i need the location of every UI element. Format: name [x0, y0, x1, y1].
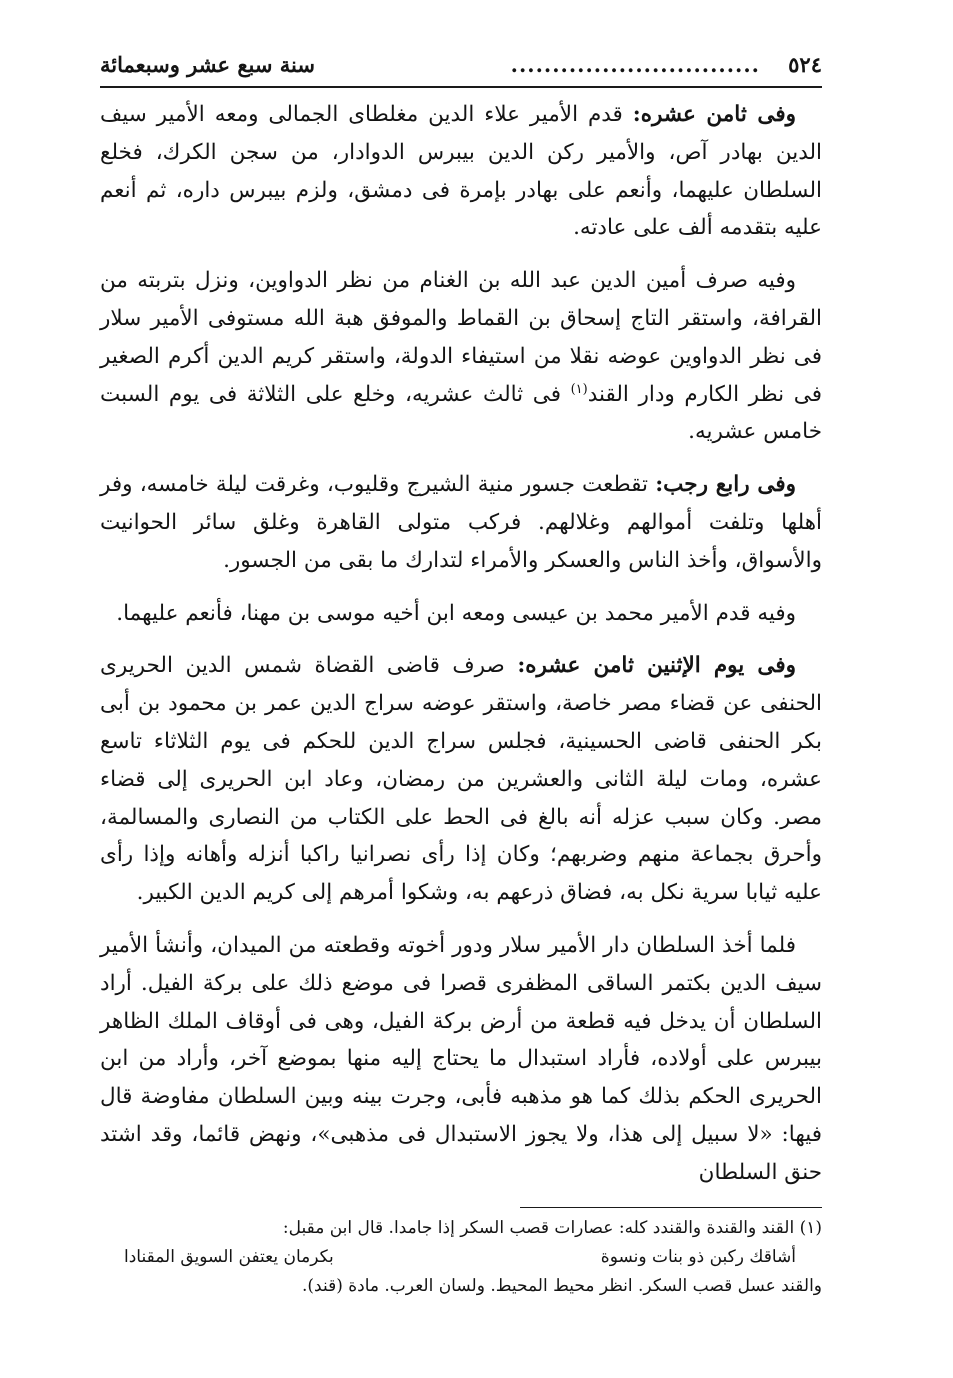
running-title: سنة سبع عشر وسبعمائة	[100, 52, 315, 77]
paragraph-text: تقطعت جسور منية الشيرج وقليوب، وغرقت ليلة خامسه، وفر أهلها وتلفت أموالهم وغلالهم. فركب متولى القاهرة وغلق سائر الحوانيت والأسواق، وأخذ الناس والعسكر والأمراء لتدارك ما بقى من الجسور.	[100, 472, 822, 573]
paragraph-lead: وفى ثامن عشره:	[632, 102, 796, 127]
paragraph	[100, 927, 822, 1192]
book-page	[100, 48, 822, 1368]
page-header	[100, 48, 822, 88]
paragraph-lead: وفى رابع رجب:	[655, 472, 796, 498]
paragraph-text: قدم الأمير علاء الدين مغلطاى الجمالى ومعه الأمير سيف الدين بهادر آص، والأمير ركن الدين بيبرس الدوادار، من سجن الكرك، فخلع السلطان عليهما، وأنعم على بهادر بإمرة فى دمشق، ولزم بيبرس داره، ثم أنعم عليه بتقدمه ألف على عادته.	[100, 102, 822, 241]
paragraph-text-continued: فى ثالث عشريه، وخلع على الثلاثة فى يوم السبت خامس عشريه.	[100, 381, 822, 445]
verse-second-hemistich: بكرمان يعتفن السويق المقنادا	[124, 1246, 334, 1267]
paragraph-lead: وفى يوم الإثنين ثامن عشره:	[517, 653, 796, 679]
paragraph	[100, 647, 822, 912]
paragraph-text: وفيه قدم الأمير محمد بن عيسى ومعه ابن أخيه موسى بن مهنا، فأنعم عليهما.	[116, 600, 796, 626]
footnote-marker[interactable]: (١)	[570, 381, 588, 397]
paragraph	[100, 595, 822, 633]
footnote-divider	[520, 1207, 822, 1208]
paragraph-text: وفيه صرف أمين الدين عبد الله بن الغنام من نظر الدواوين، ونزل بتربته من القرافة، واستقر التاج إسحاق بن القماط والموفق هبة الله مستوفى الأمير سلار فى نظر الدواوين عوضه نقلا من استيفاء الدولة، واستقر كريم الدين أكرم الصغير فى نظر الكارم ودار القند	[100, 268, 822, 407]
paragraph	[100, 96, 822, 247]
paragraph	[100, 466, 822, 579]
main-text	[100, 96, 822, 1192]
footnote-line: (١) القند والقندة والقندد كله: عصارات قصب السكر إذا جامدا. قال ابن مقبل:	[282, 1217, 822, 1238]
footnote-verse	[100, 1243, 822, 1272]
verse-first-hemistich: أشاقك ركبن ذو بنات ونسوة	[600, 1246, 796, 1267]
page-number: ٥٢٤	[788, 52, 822, 77]
footnotes	[100, 1214, 822, 1301]
paragraph	[100, 262, 822, 451]
footnote-line: والقند عسل قصب السكر. انظر محيط المحيط. ولسان العرب. مادة (قند).	[301, 1275, 822, 1296]
paragraph-text: صرف قاضى القضاة شمس الدين الحريرى الحنفى عن قضاء مصر خاصة، واستقر عوضه سراج الدين عمر بن محمود بن أبى بكر الحنفى قاضى الحسينية، فجلس سراج الدين للحكم فى يوم الثلاثاء تاسع عشره، ومات ليلة الثانى والعشرين من رمضان، وعاد ابن الحريرى إلى قضاء مصر. وكان سبب عزله أنه بالغ فى الحط على الكتاب من النصارى والمسالمة، وأحرق بجماعة منهم وضربهم؛ وكان إذا رأى نصرانيا راكبا أنزله وأهانه وإذا رأى عليه ثيابا سرية نكل به، فضاق ذرعهم به، وشكوا أمرهم إلى كريم الدين الكبير.	[100, 653, 822, 906]
paragraph-text: فلما أخذ السلطان دار الأمير سلار ودور أخوته وقطعته من الميدان، وأنشأ الأمير سيف الدين بكتمر الساقى المظفرى قصرا فى موضع ذلك على بركة الفيل. أراد السلطان أن يدخل فيه قطعة من أرض بركة الفيل، وهى فى أوقاف الملك الظاهر بيبرس على أولاده، فأراد استبدال ما يحتاج إليه منها بموضع آخر، وأراد من ابن الحريرى الحكم بذلك كما هو مذهبه فأبى، وجرت بينه وبين السلطان مفاوضة قال فيها: «لا سبيل إلى هذا، ولا يجوز الاستبدال فى مذهبى»، ونهض قائما، وقد اشتد حنق السلطان	[100, 932, 822, 1185]
header-dot-leader: ..............................	[510, 52, 760, 77]
